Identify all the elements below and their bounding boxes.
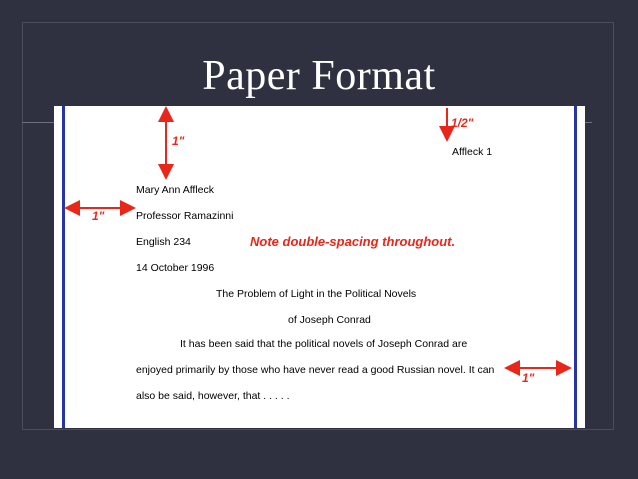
heading-date: 14 October 1996	[136, 262, 215, 274]
paper-title-line-1: The Problem of Light in the Political Novels	[216, 288, 417, 300]
paper-title-line-2: of Joseph Conrad	[288, 314, 371, 326]
body-line-2: enjoyed primarily by those who have never read a good Russian novel. It can	[136, 364, 495, 376]
running-header: Affleck 1	[452, 146, 493, 158]
top-margin-label: 1"	[172, 134, 185, 148]
left-margin-label: 1"	[92, 209, 105, 223]
heading-course: English 234	[136, 236, 191, 248]
right-margin-label: 1"	[522, 371, 535, 385]
spacing-note: Note double-spacing throughout.	[250, 234, 456, 249]
document-example	[54, 106, 585, 428]
heading-name: Mary Ann Affleck	[136, 184, 215, 196]
header-margin-label: 1/2"	[451, 116, 474, 130]
body-line-3: also be said, however, that . . . . .	[136, 390, 290, 402]
heading-professor: Professor Ramazinni	[136, 210, 234, 222]
body-line-1: It has been said that the political novels of Joseph Conrad are	[180, 338, 468, 350]
margin-arrows	[54, 106, 585, 428]
slide-title: Paper Format	[202, 53, 436, 99]
